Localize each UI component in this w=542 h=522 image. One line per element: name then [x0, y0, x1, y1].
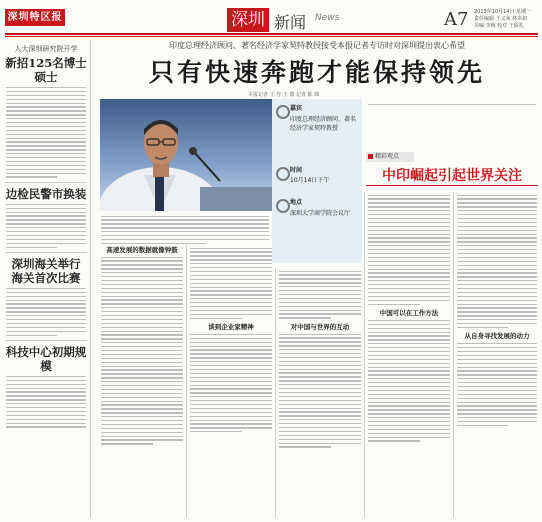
section-word: 新闻: [274, 13, 307, 32]
column-separator: [186, 245, 187, 518]
right-story-tag-text: 精彩观点: [375, 153, 400, 160]
header-info-design: 美编 李梅 校对 王昭礼: [474, 23, 524, 29]
lead-byline: 本报记者 王 谷 王 瑞 记者 陈 琛: [248, 92, 320, 98]
intro-text-top-right: [366, 99, 538, 149]
left-story-body: [5, 288, 87, 336]
left-story-body: [5, 376, 87, 428]
column-separator: [364, 192, 365, 518]
right-story-tag: [366, 152, 414, 162]
section-tag: 深圳: [227, 8, 269, 32]
column-subhead: 从自身寻找发展的动力: [464, 332, 530, 341]
body-column-2: [189, 245, 273, 518]
left-column-separator: [90, 40, 91, 518]
header-info-date: 2013年10月14日 星期一: [474, 9, 532, 15]
header-info: [474, 9, 542, 30]
lead-intro: [100, 213, 270, 247]
info-bullet-icon: [276, 199, 290, 213]
left-story-1: [5, 44, 87, 178]
left-story-headline: 边检民警市换装: [5, 186, 87, 201]
lead-headline: 只有快速奔跑才能保持领先: [148, 58, 485, 87]
left-story-body: [5, 204, 87, 248]
info-text-place: 深圳大学商学院会议厅: [290, 210, 351, 217]
column-subhead: 中国可以在工作方法: [379, 308, 439, 317]
interview-info-box: [272, 99, 362, 263]
column-separator: [275, 268, 276, 518]
column-separator: [453, 192, 454, 518]
info-label-place: 地点: [290, 199, 303, 206]
column-subhead: 高速发展的数据就像钟鼓: [106, 246, 178, 254]
column-subhead: 对中国与世界的互动: [290, 322, 350, 331]
header-info-editor: 责任编辑 王义荣 林卓如: [474, 16, 528, 22]
interview-photo: [100, 99, 272, 211]
info-text-time: 10月14日下午: [290, 177, 330, 184]
body-column-1: [100, 245, 184, 518]
top-rule: [5, 33, 538, 35]
info-label-guest: 嘉宾: [290, 105, 303, 112]
left-story-headline: 深圳海关举行 海关首次比赛: [11, 256, 81, 285]
left-story-3: [5, 257, 87, 336]
info-text-guest: 印度总理经济顾问、著名经济学家契特教授: [290, 116, 357, 132]
right-story-rule: [366, 185, 538, 186]
left-story-2: [5, 187, 87, 248]
right-story-headline: 中印崛起引起世界关注: [382, 168, 522, 184]
section-english: News: [315, 13, 340, 23]
right-column-2: [456, 192, 538, 518]
right-column-1: [367, 192, 451, 518]
newspaper-logo: 深圳特区报: [5, 9, 65, 26]
left-column: [5, 40, 87, 518]
top-rule-thin: [5, 36, 538, 37]
column-subhead: 谈到企业家精神: [208, 322, 254, 331]
left-story-kicker: 人大深圳研究院开学: [14, 45, 78, 53]
left-story-headline: 科技中心初期规模: [5, 344, 87, 373]
page-number: A7: [444, 9, 469, 30]
info-bullet-icon: [276, 105, 290, 119]
left-story-headline: 新招125名博士硕士: [5, 56, 87, 84]
speaker-illustration: [100, 99, 272, 211]
left-story-4: [5, 345, 87, 428]
info-bullet-icon: [276, 167, 290, 181]
body-column-3: [278, 268, 362, 518]
left-story-body: [5, 87, 87, 178]
lead-kicker: 印度总理经济顾问、著名经济学家契特教授接受本报记者专访时对深圳提出衷心希望: [169, 41, 465, 50]
info-label-time: 时间: [290, 167, 303, 174]
square-bullet-icon: [368, 154, 373, 159]
